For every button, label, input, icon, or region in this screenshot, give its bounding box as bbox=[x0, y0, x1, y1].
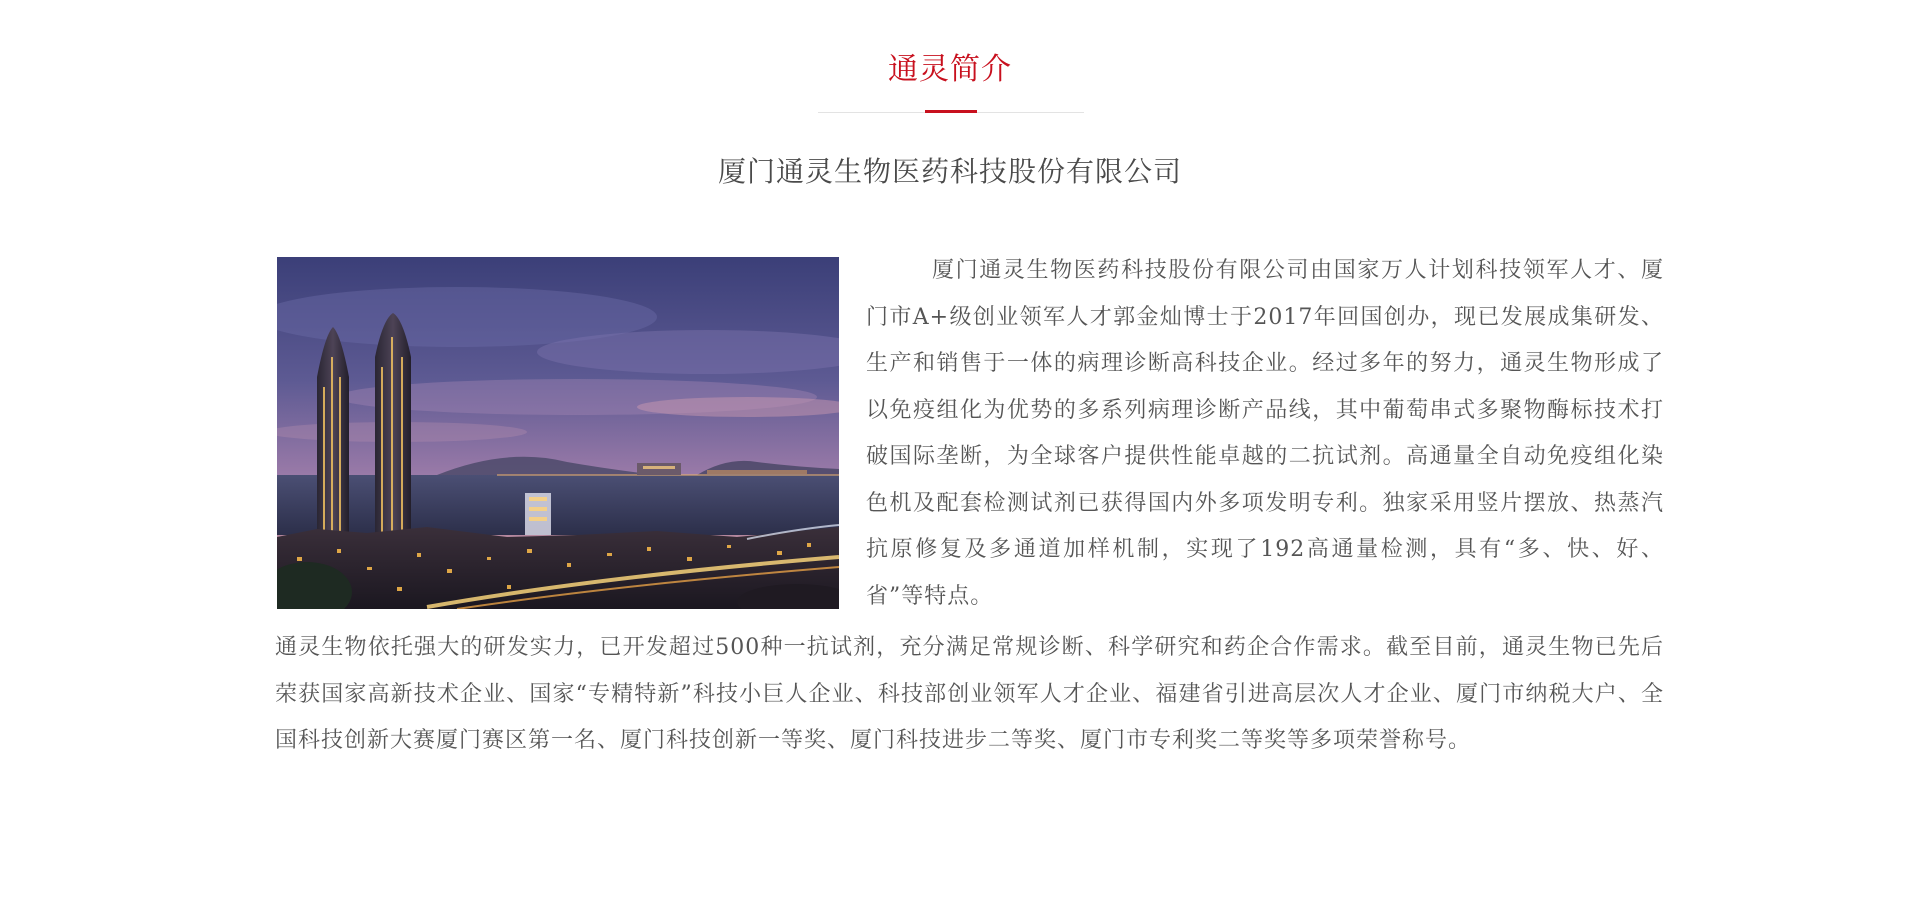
title-accent-bar bbox=[925, 110, 977, 113]
section-title: 通灵简介 bbox=[888, 52, 1012, 87]
company-intro-paragraph: 厦门通灵生物医药科技股份有限公司由国家万人计划科技领军人才、厦门市A+级创业领军人才郭金灿博士于2017年回国创办，现已发展成集研发、生产和销售于一体的病理诊断高科技企业。经过多年的努力，通灵生物形成了以免疫组化为优势的多系列病理诊断产品线，其中葡萄串式多聚物酶标技术打破国际垄断，为全球客户提供性能卓越的二抗试剂。高通量全自动免疫组化染色机及配套检测试剂已获得国内外多项发明专利。独家采用竖片摆放、热蒸汽抗原修复及多通道加样机制，实现了192高通量检测，具有“多、快、好、省”等特点。 bbox=[866, 258, 1664, 609]
company-name-heading: 厦门通灵生物医药科技股份有限公司 bbox=[717, 155, 1182, 188]
company-achievements-paragraph: 通灵生物依托强大的研发实力，已开发超过500种一抗试剂，充分满足常规诊断、科学研究和药企合作需求。截至目前，通灵生物已先后荣获国家高新技术企业、国家“专精特新”科技小巨人企业、科技部创业领军人才企业、福建省引进高层次人才企业、厦门市纳税大户、全国科技创新大赛厦门赛区第一名、厦门科技创新一等奖、厦门科技进步二等奖、厦门市专利奖二等奖等多项荣誉称号。 bbox=[275, 635, 1664, 753]
city-night-skyline-photo bbox=[277, 257, 839, 609]
